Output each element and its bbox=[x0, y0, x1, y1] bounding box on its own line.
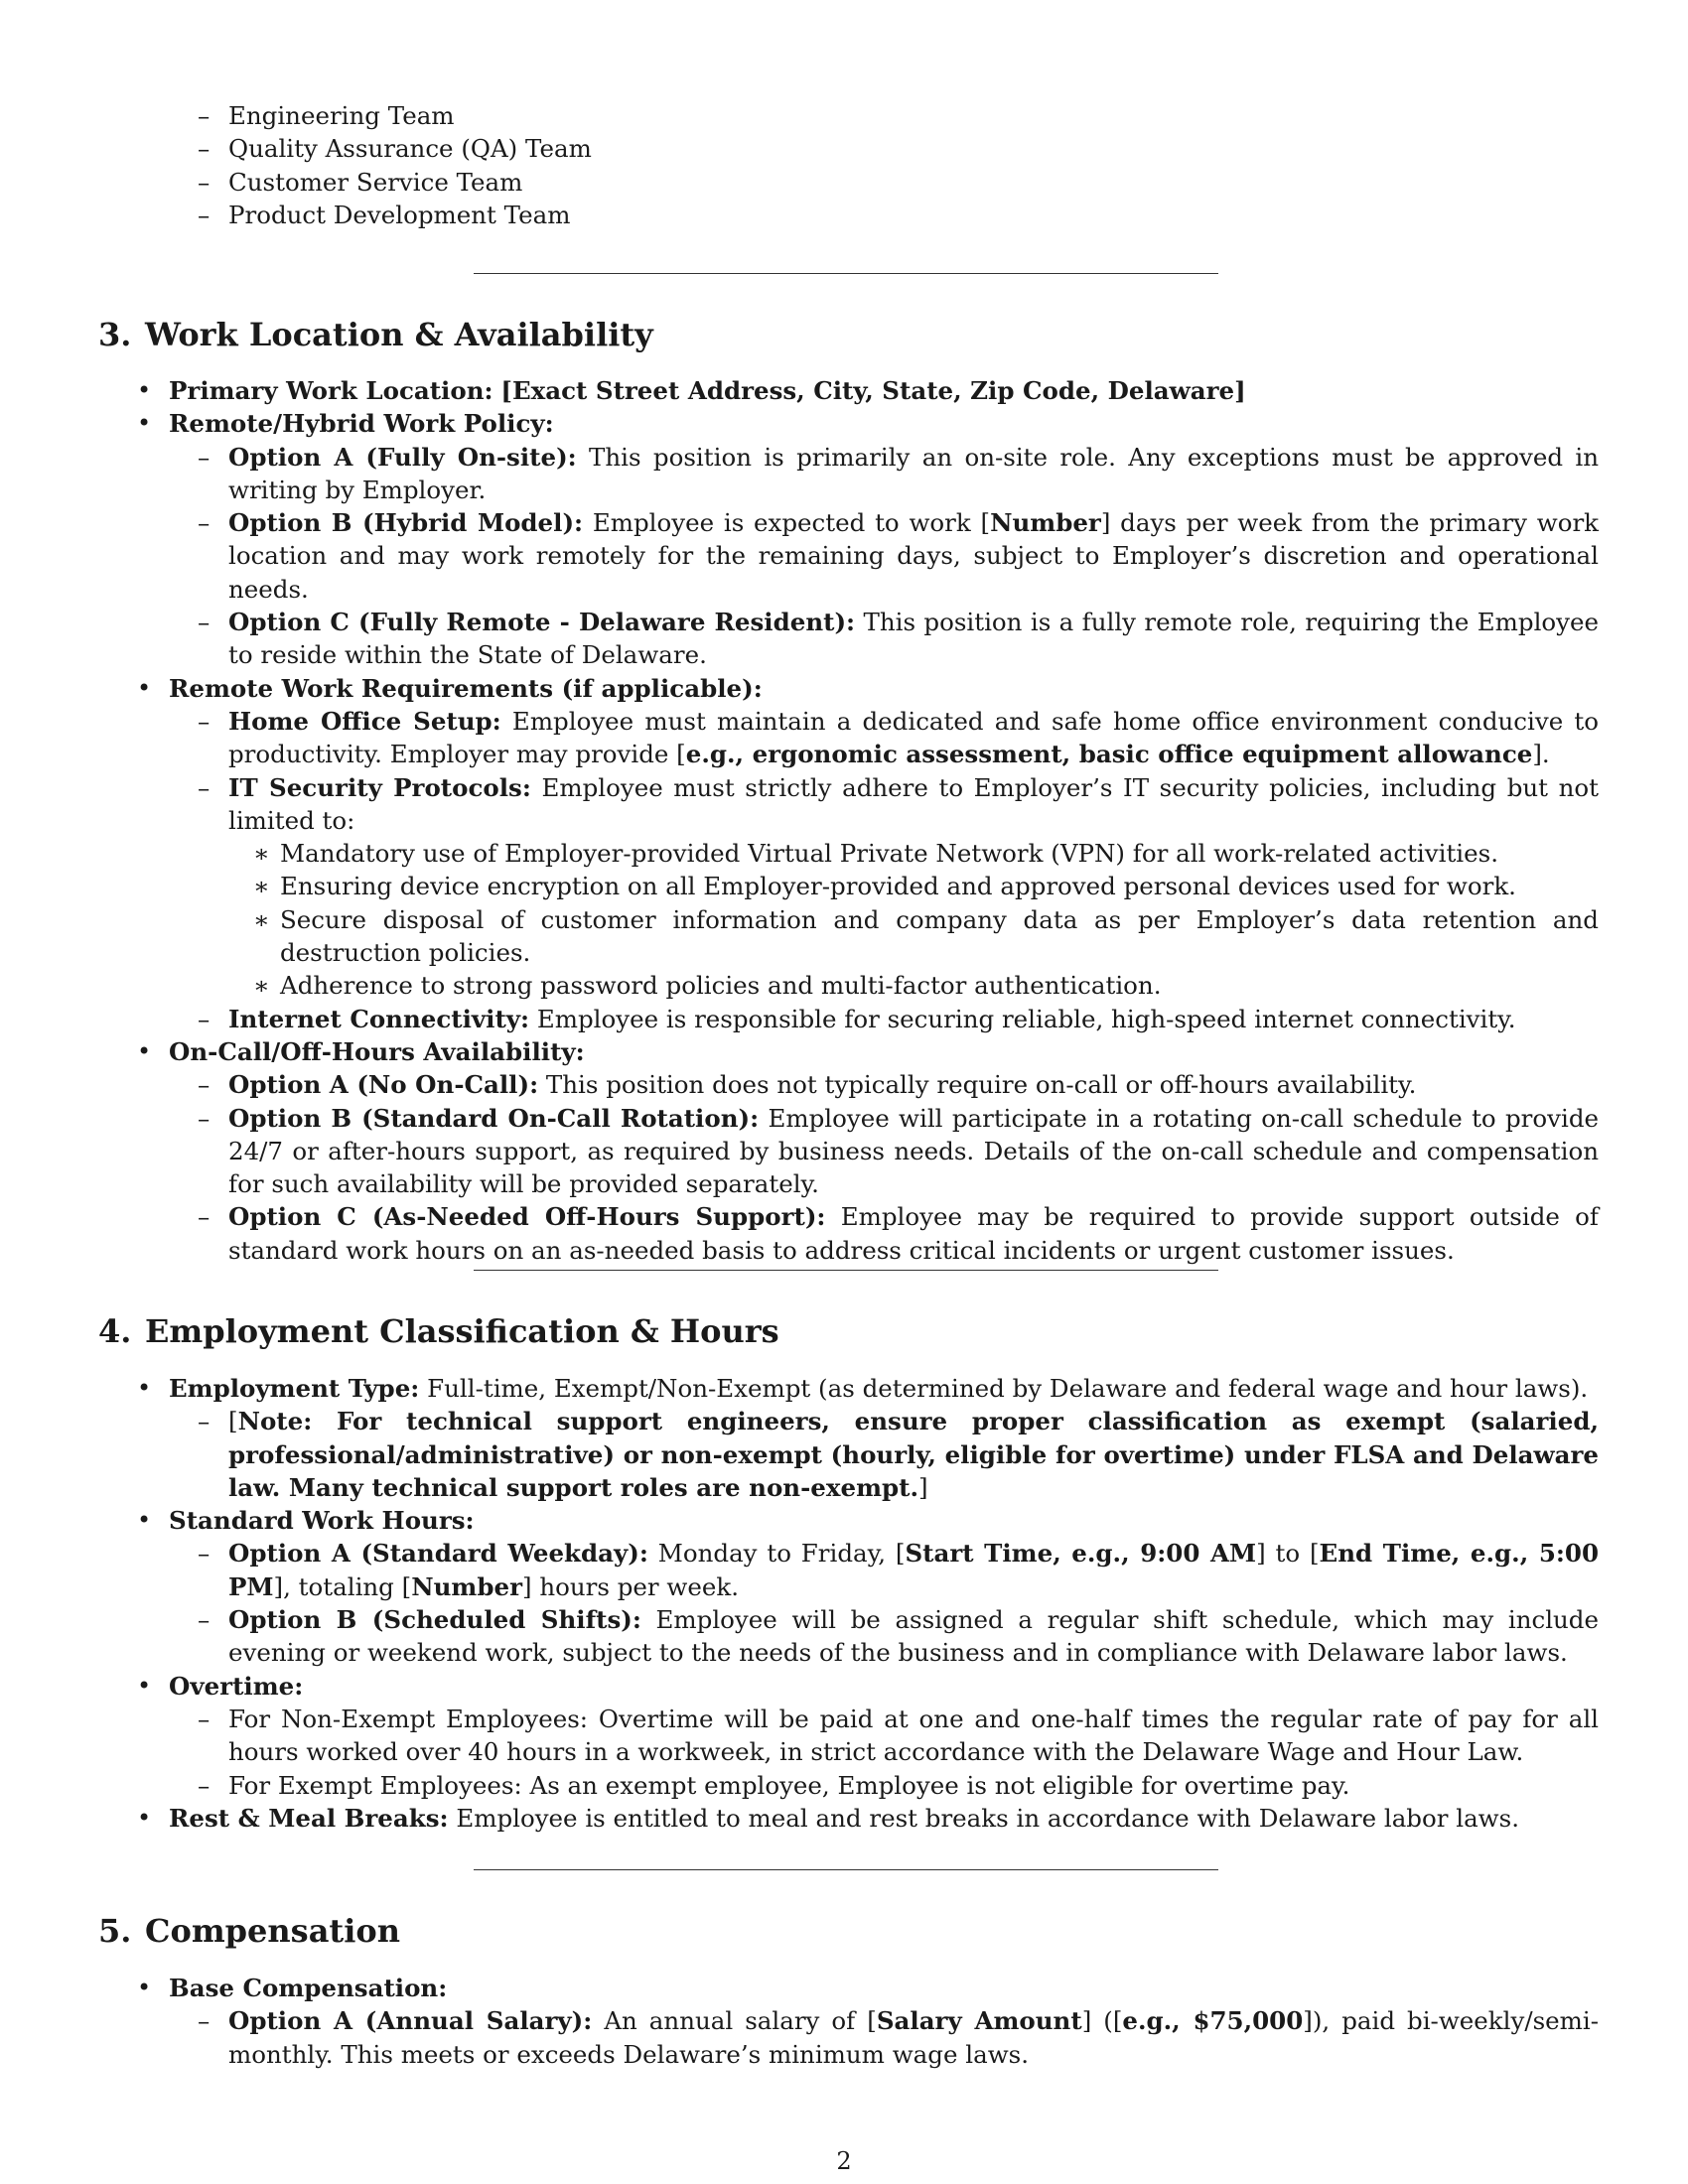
list-item bbox=[0, 1372, 1599, 1504]
list-item: – For Exempt Employees: As an exempt employee, Employee is not eligible for overtime pay. bbox=[0, 1769, 1599, 1802]
section-number: 5. bbox=[98, 1912, 132, 1950]
item-label: Option A (Standard Weekday): bbox=[228, 1539, 648, 1569]
placeholder-text: Number bbox=[411, 1571, 522, 1601]
sub-list bbox=[0, 1537, 1599, 1669]
sub-list bbox=[0, 1405, 1599, 1504]
item-label: Option B (Standard On-Call Rotation): bbox=[228, 1103, 760, 1133]
item-text: Employee is responsible for securing reliable, high-speed internet connectivity. bbox=[529, 1004, 1516, 1033]
item-text: This position is primarily an on-site role. Any exceptions must be approved in writing by Employer. bbox=[228, 442, 1599, 504]
item-label: Option A (No On-Call): bbox=[228, 1070, 539, 1100]
list-item bbox=[0, 1035, 1599, 1267]
item-text: Employee must strictly adhere to Employer’s IT security policies, including but not limited to: bbox=[228, 772, 1599, 835]
item-text: Monday to Friday, [ bbox=[647, 1539, 906, 1569]
item-label: Option B (Hybrid Model): bbox=[228, 508, 584, 538]
item-text: Employee will be assigned a regular shift schedule, which may include evening or weekend work, subject to the needs of the business and in compliance with Delaware labor laws. bbox=[228, 1605, 1599, 1668]
list-item: – For Non-Exempt Employees: Overtime will be paid at one and one-half times the regular rate of pay for all hours worked over 40 hours in a workweek, in strict accordance with the Delaware Wage and Hour Law. bbox=[0, 1703, 1599, 1769]
list-item bbox=[0, 407, 1599, 671]
list-item: – Quality Assurance (QA) Team bbox=[0, 132, 1599, 165]
section-heading-4 bbox=[98, 1312, 779, 1350]
item-text: ]. bbox=[1532, 740, 1550, 769]
section-heading-3 bbox=[98, 316, 653, 353]
section-4-body bbox=[0, 1372, 1599, 1835]
list-item bbox=[0, 1537, 1599, 1603]
item-value: [Exact Street Address, City, State, Zip Code, Delaware] bbox=[500, 376, 1246, 405]
section-title: Employment Classification & Hours bbox=[145, 1312, 779, 1350]
section-divider bbox=[474, 1869, 1218, 1870]
item-label: IT Security Protocols: bbox=[228, 772, 531, 802]
sub-list bbox=[0, 2004, 1599, 2071]
item-label: Standard Work Hours: bbox=[169, 1506, 475, 1536]
section-heading-5 bbox=[98, 1912, 400, 1950]
item-text: Employee is entitled to meal and rest breaks in accordance with Delaware labor laws. bbox=[448, 1803, 1520, 1833]
section-title: Work Location & Availability bbox=[145, 316, 653, 353]
sub-list bbox=[0, 705, 1599, 1035]
item-label: Option C (As-Needed Off-Hours Support): bbox=[228, 1202, 826, 1232]
sub-list bbox=[0, 441, 1599, 672]
item-text: This position does not typically require on-call or off-hours availability. bbox=[538, 1070, 1417, 1100]
item-text: An annual salary of [ bbox=[592, 2006, 877, 2036]
sub-list bbox=[0, 1703, 1599, 1802]
list-item: ∗ Ensuring device encryption on all Employer-provided and approved personal devices used for work. bbox=[0, 870, 1599, 902]
item-label: Option C (Fully Remote - Delaware Resident): bbox=[228, 608, 856, 637]
list-item bbox=[0, 1603, 1599, 1670]
list-item bbox=[0, 1504, 1599, 1669]
list-item bbox=[0, 441, 1599, 507]
list-item bbox=[0, 1200, 1599, 1267]
placeholder-text: Start Time, e.g., 9:00 AM bbox=[905, 1539, 1257, 1569]
item-label: Rest & Meal Breaks: bbox=[169, 1803, 449, 1833]
list-item bbox=[0, 672, 1599, 1035]
list-item bbox=[0, 1068, 1599, 1101]
bracket: ] bbox=[917, 1472, 928, 1502]
item-label: On-Call/Off-Hours Availability: bbox=[169, 1036, 585, 1066]
item-text: ], totaling [ bbox=[273, 1571, 412, 1601]
item-label: Primary Work Location: bbox=[169, 376, 493, 405]
list-item bbox=[0, 606, 1599, 672]
section-number: 3. bbox=[98, 316, 132, 353]
list-item bbox=[0, 1972, 1599, 2071]
placeholder-text: Number bbox=[990, 508, 1101, 538]
section-divider bbox=[474, 1270, 1218, 1271]
section-divider bbox=[474, 273, 1218, 274]
list-item bbox=[0, 1003, 1599, 1035]
item-label: Home Office Setup: bbox=[228, 706, 501, 736]
list-item: – Engineering Team bbox=[0, 99, 1599, 132]
item-label: Option A (Annual Salary): bbox=[228, 2006, 593, 2036]
item-text: ] days per week from the primary work location and may work remotely for the remaining days, subject to Employer’s discretion and operational needs. bbox=[228, 508, 1600, 604]
list-item: ∗ Adherence to strong password policies and multi-factor authentication. bbox=[0, 969, 1599, 1002]
item-label: Base Compensation: bbox=[169, 1974, 448, 2002]
note-text: Note: For technical support engineers, ensure proper classification as exempt (salaried, professional/administrative) or non-exempt (hourly, eligible for overtime) under FLSA and Delaware law. Many technical support roles are non-exempt. bbox=[228, 1407, 1599, 1502]
item-text: Full-time, Exempt/Non-Exempt (as determined by Delaware and federal wage and hour laws). bbox=[419, 1374, 1589, 1403]
item-text: ] ([ bbox=[1081, 2006, 1123, 2036]
teams-list bbox=[0, 99, 1599, 231]
list-item: – Product Development Team bbox=[0, 199, 1599, 231]
item-text: This position is a fully remote role, requiring the Employee to reside within the State of Delaware. bbox=[228, 608, 1599, 670]
item-label: Internet Connectivity: bbox=[228, 1004, 530, 1033]
list-item bbox=[0, 1802, 1599, 1835]
list-item bbox=[0, 2004, 1599, 2071]
list-item bbox=[0, 1405, 1599, 1504]
list-item bbox=[0, 771, 1599, 1003]
sub-sub-list bbox=[0, 837, 1599, 1002]
item-label: Remote/Hybrid Work Policy: bbox=[169, 409, 554, 439]
placeholder-text: e.g., ergonomic assessment, basic office equipment allowance bbox=[685, 740, 1533, 769]
item-text: Employee must maintain a dedicated and safe home office environment conducive to productivity. Employer may provide [ bbox=[228, 706, 1599, 769]
item-text: ] hours per week. bbox=[521, 1571, 739, 1601]
item-label: Option B (Scheduled Shifts): bbox=[228, 1605, 641, 1635]
list-item: ∗ Mandatory use of Employer-provided Virtual Private Network (VPN) for all work-related activities. bbox=[0, 837, 1599, 870]
section-3-list bbox=[0, 374, 1599, 1267]
item-text: Employee is expected to work [ bbox=[583, 508, 991, 538]
list-item bbox=[0, 1102, 1599, 1201]
item-text: ]), paid bi-weekly/semi-monthly. This meets or exceeds Delaware’s minimum wage laws. bbox=[228, 2006, 1599, 2069]
item-text: ] to [ bbox=[1256, 1539, 1320, 1569]
section-title: Compensation bbox=[145, 1912, 400, 1950]
list-item bbox=[0, 506, 1599, 606]
placeholder-text: Salary Amount bbox=[876, 2006, 1082, 2036]
section-4-list bbox=[0, 1372, 1599, 1835]
list-item: ∗ Secure disposal of customer information and company data as per Employer’s data retention and destruction policies. bbox=[0, 903, 1599, 970]
item-label: Option A (Fully On-site): bbox=[228, 442, 577, 472]
section-5-body bbox=[0, 1972, 1599, 2071]
list-item bbox=[0, 374, 1599, 407]
placeholder-text: e.g., $75,000 bbox=[1122, 2006, 1304, 2036]
item-label: Employment Type: bbox=[169, 1374, 420, 1403]
list-item bbox=[0, 705, 1599, 771]
page-number: 2 bbox=[836, 2147, 852, 2175]
item-label: Remote Work Requirements (if applicable): bbox=[169, 673, 763, 703]
section-3-body bbox=[0, 374, 1599, 1267]
section-number: 4. bbox=[98, 1312, 132, 1350]
bracket: [ bbox=[228, 1407, 238, 1436]
list-item: – Customer Service Team bbox=[0, 166, 1599, 199]
sub-list bbox=[0, 1068, 1599, 1267]
item-text: Employee may be required to provide support outside of standard work hours on an as-needed basis to address critical incidents or urgent customer issues. bbox=[228, 1202, 1599, 1265]
item-label: Overtime: bbox=[169, 1671, 304, 1701]
section-5-list bbox=[0, 1972, 1599, 2071]
placeholder-text: End Time, e.g., 5:00 PM bbox=[228, 1539, 1600, 1601]
item-text: Employee will participate in a rotating on-call schedule to provide 24/7 or after-hours support, as required by business needs. Details of the on-call schedule and compensation for such availability will be provided separately. bbox=[228, 1103, 1600, 1199]
teams-list-block bbox=[0, 99, 1599, 231]
list-item bbox=[0, 1670, 1599, 1802]
